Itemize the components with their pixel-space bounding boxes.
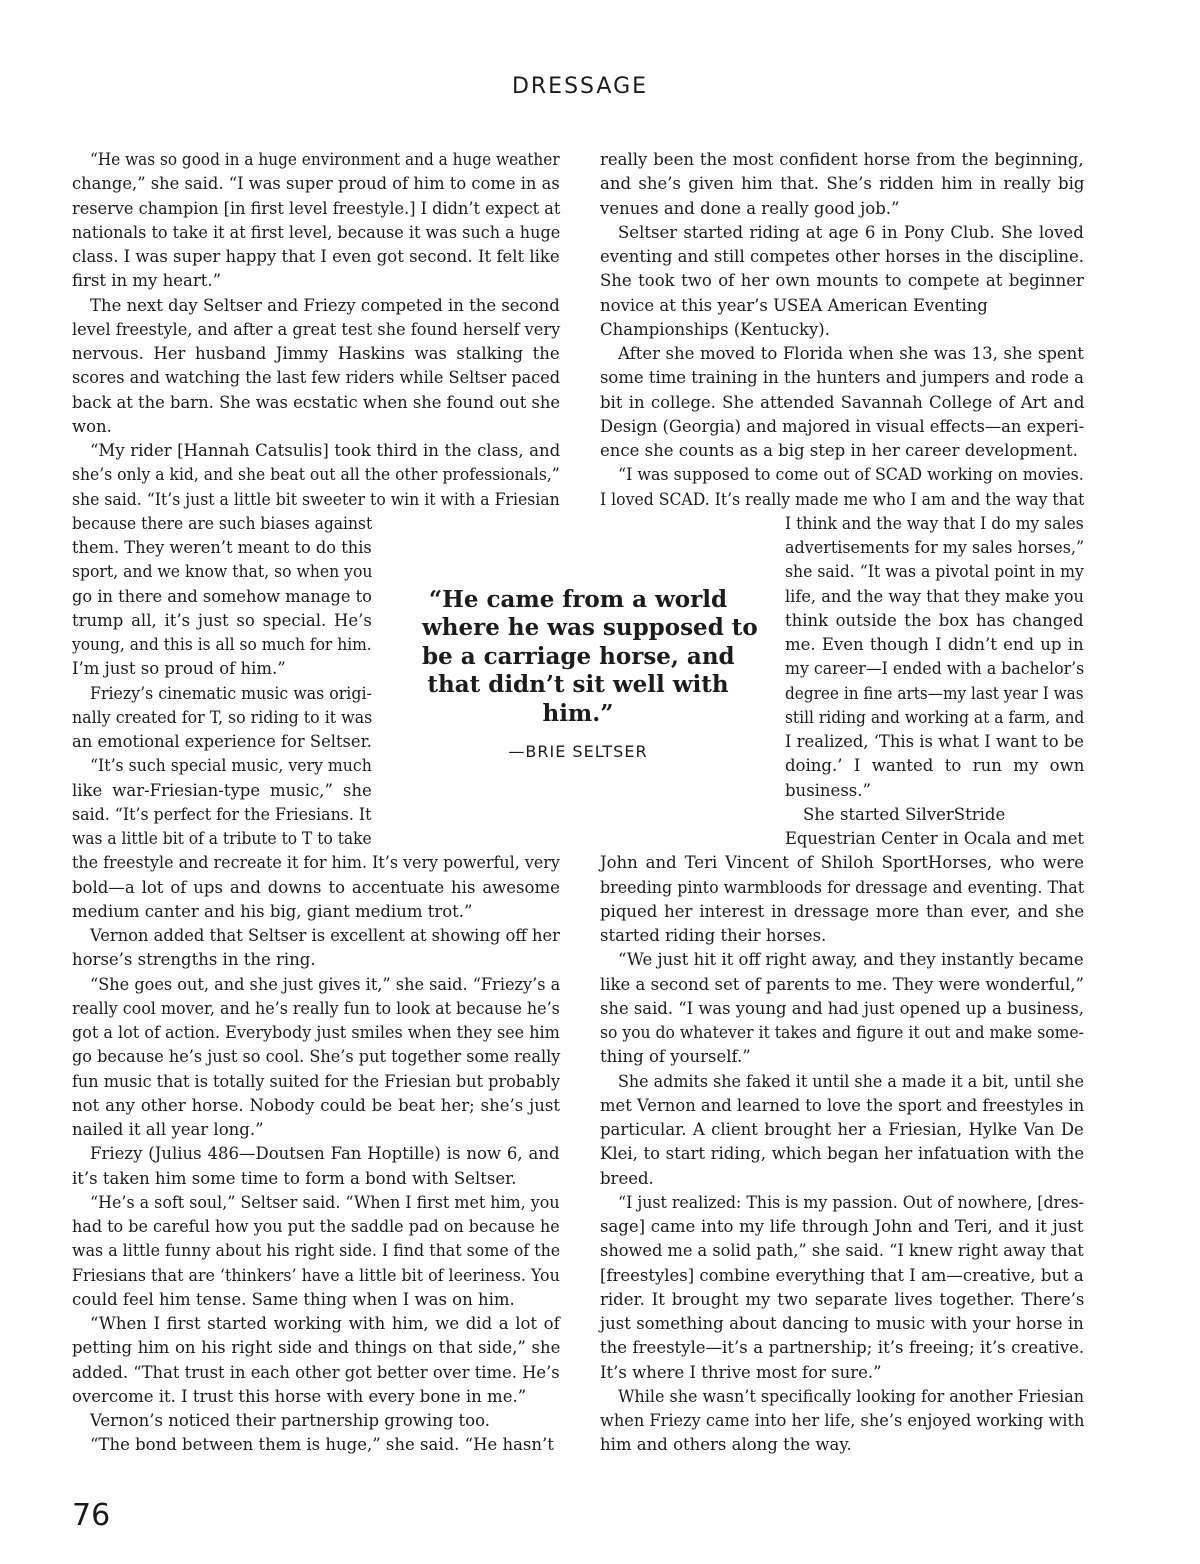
pull-quote <box>422 586 758 728</box>
text-line: the freestyle and recreate it for him. It’s very powerful, very <box>72 853 560 873</box>
text-line: the freestyle—it’s a partnership; it’s freeing; it’s creative. <box>600 1338 1085 1358</box>
text-line: trump all, it’s just so special. He’s <box>72 610 372 630</box>
text-line: She started SilverStride <box>803 804 1006 824</box>
text-line: young, and this is all so much for him. <box>72 635 372 654</box>
text-line: Design (Georgia) and majored in visual effects—an experi- <box>600 416 1085 436</box>
text-line: advertisements for my sales horses,” <box>785 538 1085 557</box>
text-line: fun music that is totally suited for the Friesian but probably <box>72 1071 561 1091</box>
text-line: medium canter and his big, giant medium trot.” <box>72 901 473 921</box>
text-line: degree in fine arts—my last year I was <box>785 683 1084 703</box>
text-line: had to be careful how you put the saddle pad on because he <box>72 1217 560 1236</box>
text-line: won. <box>72 416 112 436</box>
pull-quote-line: him.” <box>542 699 614 727</box>
text-line: was a little bit of a tribute to T to take <box>72 829 372 848</box>
text-line: I realized, ‘This is what I want to be <box>785 732 1085 751</box>
pull-quote-line: that didn’t sit well with <box>427 671 729 699</box>
text-line: not any other horse. Nobody could be beat her; she’s just <box>72 1095 560 1115</box>
text-line: so you do whatever it takes and figure it out and make some- <box>600 1023 1084 1042</box>
text-line: added. “That trust in each other got better over time. He’s <box>72 1362 560 1382</box>
text-line: me. Even though I didn’t end up in <box>785 635 1084 654</box>
text-line: got a lot of action. Everybody just smiles when they see him <box>72 1023 560 1042</box>
text-line: I think and the way that I do my sales <box>785 513 1084 533</box>
text-line: [freestyles] combine everything that I am—creative, but a <box>600 1265 1084 1285</box>
text-line: ence she counts as a big step in her career development. <box>600 441 1078 460</box>
text-line: petting him on his right side and things on that side,” she <box>72 1338 561 1358</box>
text-line: thing of yourself.” <box>600 1047 751 1067</box>
text-line: Friesians that are ‘thinkers’ have a little bit of leeriness. You <box>72 1265 560 1285</box>
text-line: “We just hit it off right away, and they instantly became <box>618 950 1084 970</box>
section-header: DRESSAGE <box>511 74 649 99</box>
text-line: sage] came into my life through John and Teri, and it just <box>600 1217 1084 1236</box>
text-line: like war-Friesian-type music,” she <box>72 780 372 800</box>
text-line: horse’s strengths in the ring. <box>72 950 316 970</box>
text-line: Klei, to start riding, which began her infatuation with the <box>600 1144 1085 1164</box>
text-line: “She goes out, and she just gives it,” she said. “Friezy’s a <box>90 974 561 994</box>
text-line: novice at this year’s USEA American Eventing <box>600 295 988 315</box>
text-line: met Vernon and learned to love the sport and freestyles in <box>600 1095 1085 1115</box>
text-line: showed me a solid path,” she said. “I knew right away that <box>600 1241 1084 1261</box>
text-line: She took two of her own mounts to compete at beginner <box>600 271 1084 291</box>
text-line: Championships (Kentucky). <box>600 319 830 339</box>
pull-quote-line: “He came from a world <box>428 586 728 613</box>
text-line: scores and watching the last few riders while Seltser paced <box>72 368 561 388</box>
text-line: them. They weren’t meant to do this <box>72 538 372 557</box>
text-line: she said. “I was young and had just opened up a business, <box>600 998 1085 1018</box>
text-line: It’s where I thrive most for sure.” <box>600 1362 882 1382</box>
text-line: Equestrian Center in Ocala and met <box>785 829 1084 848</box>
text-line: nailed it all year long.” <box>72 1120 264 1139</box>
text-line: first in my heart.” <box>72 271 222 291</box>
text-line: She admits she faked it until she a made it a bit, until she <box>618 1071 1085 1091</box>
text-line: Vernon added that Seltser is excellent at showing off her <box>90 926 560 945</box>
text-line: reserve champion [in first level freestyle.] I didn’t expect at <box>72 198 561 218</box>
text-line: I loved SCAD. It’s really made me who I am and the way that <box>600 489 1085 509</box>
text-line: bit in college. She attended Savannah College of Art and <box>600 392 1085 412</box>
text-line: While she wasn’t specifically looking for another Friesian <box>618 1386 1085 1406</box>
text-line: breed. <box>600 1168 654 1188</box>
text-line: After she moved to Florida when she was 13, she spent <box>618 344 1084 363</box>
text-line: “My rider [Hannah Catsulis] took third in the class, and <box>90 441 561 460</box>
text-line: overcome it. I trust this horse with every bone in me.” <box>72 1386 527 1406</box>
text-line: go in there and somehow manage to <box>72 586 372 606</box>
text-line: it’s taken him some time to form a bond with Seltser. <box>72 1168 517 1188</box>
text-line: she said. “It was a pivotal point in my <box>785 562 1084 582</box>
text-line: go because he’s just so cool. She’s put together some really <box>72 1047 561 1067</box>
text-line: because there are such biases against <box>72 513 373 533</box>
text-line: think outside the box has changed <box>785 610 1084 630</box>
text-line: my career—I ended with a bachelor’s <box>785 659 1085 679</box>
text-line: an emotional experience for Seltser. <box>72 732 372 751</box>
text-line: just something about dancing to music with your horse in <box>600 1314 1084 1333</box>
text-line: “I just realized: This is my passion. Out of nowhere, [dres- <box>618 1192 1084 1212</box>
pull-quote-line: be a carriage horse, and <box>422 642 735 670</box>
text-line: said. “It’s perfect for the Friesians. It <box>72 804 372 824</box>
pull-quote-line: where he was supposed to <box>422 614 758 642</box>
text-line: started riding their horses. <box>600 926 827 945</box>
text-line: really cool mover, and he’s really fun to look at because he’s <box>72 998 560 1018</box>
text-line: Seltser started riding at age 6 in Pony Club. She loved <box>618 222 1084 242</box>
text-line: change,” she said. “I was super proud of him to come in as <box>72 174 560 194</box>
text-line: doing.’ I wanted to run my own <box>785 756 1085 776</box>
text-line: life, and the way that they make you <box>785 586 1084 606</box>
text-line: breeding pinto warmbloods for dressage and eventing. That <box>600 877 1085 897</box>
text-line: Friezy (Julius 486—Doutsen Fan Hoptille) is now 6, and <box>90 1144 560 1164</box>
text-line: she’s only a kid, and she beat out all the other professionals,” <box>72 465 560 485</box>
text-line: “He was so good in a huge environment and a huge weather <box>90 150 560 169</box>
text-line: level freestyle, and after a great test she found herself very <box>72 319 561 339</box>
text-line: John and Teri Vincent of Shiloh SportHorses, who were <box>600 853 1085 873</box>
text-line: nationals to take it at first level, because it was such a huge <box>72 222 561 242</box>
text-line: I’m just so proud of him.” <box>72 659 286 679</box>
text-line: nally created for T, so riding to it was <box>72 707 373 727</box>
text-line: she said. “It’s just a little bit sweeter to win it with a Friesian <box>72 489 560 509</box>
text-line: “He’s a soft soul,” Seltser said. “When I first met him, you <box>90 1192 560 1212</box>
text-line: particular. A client brought her a Friesian, Hylke Van De <box>600 1120 1084 1139</box>
text-line: The next day Seltser and Friezy competed in the second <box>90 295 560 315</box>
text-line: him and others along the way. <box>600 1435 852 1455</box>
text-line: sport, and we know that, so when you <box>72 562 373 582</box>
text-line: “I was supposed to come out of SCAD working on movies. <box>618 465 1084 485</box>
text-line: class. I was super happy that I even got second. It felt like <box>72 247 560 266</box>
text-line: “The bond between them is huge,” she said. “He hasn’t <box>90 1435 554 1455</box>
text-line: Vernon’s noticed their partnership growing too. <box>90 1411 490 1430</box>
text-line: and she’s given him that. She’s ridden him in really big <box>600 174 1085 194</box>
text-line: eventing and still competes other horses in the discipline. <box>600 247 1084 266</box>
text-line: when Friezy came into her life, she’s enjoyed working with <box>600 1411 1085 1430</box>
text-line: back at the barn. She was ecstatic when she found out she <box>72 392 561 412</box>
text-line: like a second set of parents to me. They were wonderful,” <box>600 974 1084 994</box>
text-line: “When I first started working with him, we did a lot of <box>90 1314 560 1333</box>
text-line: rider. It brought my two separate lives together. There’s <box>600 1289 1085 1309</box>
text-line: “It’s such special music, very much <box>90 756 372 776</box>
text-line: Friezy’s cinematic music was origi- <box>90 683 372 703</box>
text-line: nervous. Her husband Jimmy Haskins was stalking the <box>72 344 560 363</box>
pull-quote-attribution: —BRIE SELTSER <box>508 742 648 761</box>
text-line: bold—a lot of ups and downs to accentuate his awesome <box>72 877 560 897</box>
text-line: still riding and working at a farm, and <box>785 707 1085 727</box>
text-line: was a little funny about his right side. I find that some of the <box>72 1241 561 1261</box>
text-line: venues and done a really good job.” <box>600 198 900 218</box>
text-line: really been the most confident horse from the beginning, <box>600 150 1084 169</box>
text-line: some time training in the hunters and jumpers and rode a <box>600 368 1084 388</box>
text-line: piqued her interest in dressage more than ever, and she <box>600 901 1085 921</box>
page-number: 76 <box>72 1498 111 1533</box>
text-line: could feel him tense. Same thing when I was on him. <box>72 1289 515 1309</box>
text-line: business.” <box>785 780 871 800</box>
